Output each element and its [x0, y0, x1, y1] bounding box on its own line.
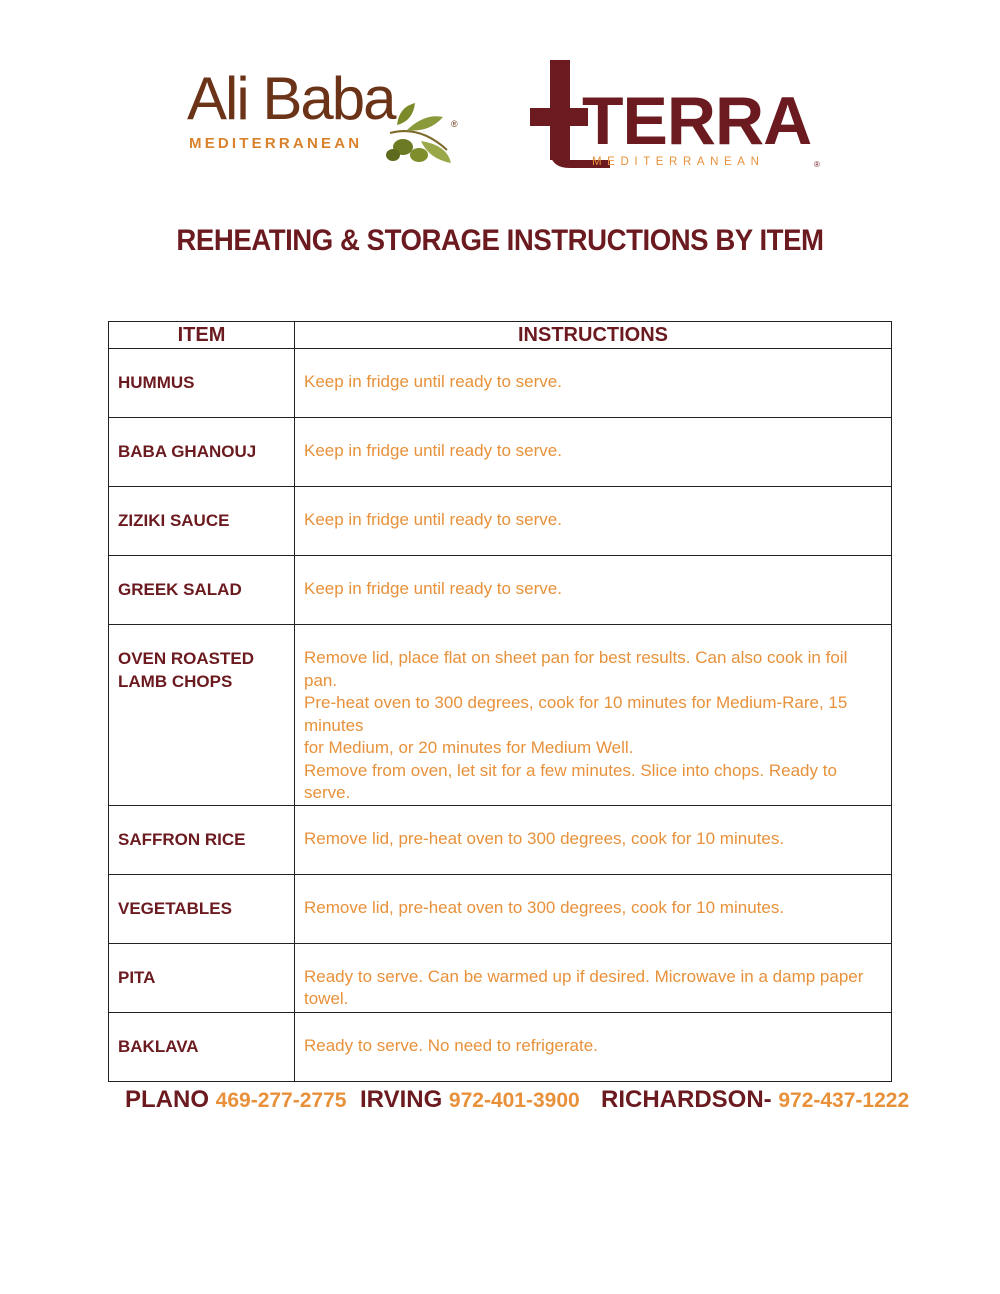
- table-row: [109, 418, 892, 487]
- location-city: RICHARDSON-: [601, 1086, 772, 1113]
- item-name: PITA: [109, 943, 295, 1012]
- instruction-line: Pre-heat oven to 300 degrees, cook for 10 minutes for Medium-Rare, 15 minutes: [304, 693, 848, 735]
- table-header-row: [109, 322, 892, 349]
- terra-wordmark: TERRA: [582, 83, 812, 159]
- item-instructions: Keep in fridge until ready to serve.: [295, 349, 892, 418]
- location-phone: 972-401-3900: [448, 1089, 580, 1112]
- ali-baba-wordmark: Ali Baba: [187, 65, 395, 132]
- terra-registered-mark: ®: [814, 160, 820, 169]
- item-instructions: [295, 625, 892, 806]
- location-irving: [360, 1086, 580, 1114]
- item-instructions: Ready to serve. No need to refrigerate.: [295, 1012, 892, 1081]
- logo-row: [0, 55, 1000, 185]
- item-instructions: Remove lid, pre-heat oven to 300 degrees, cook for 10 minutes.: [295, 805, 892, 874]
- item-name: [109, 625, 295, 806]
- table-row: [109, 556, 892, 625]
- location-city: IRVING: [360, 1086, 443, 1113]
- item-name: HUMMUS: [109, 349, 295, 418]
- table-row: [109, 625, 892, 806]
- terra-logo: [530, 60, 825, 180]
- item-instructions: Keep in fridge until ready to serve.: [295, 418, 892, 487]
- table-row: [109, 1012, 892, 1081]
- item-name: SAFFRON RICE: [109, 805, 295, 874]
- column-header-instructions: INSTRUCTIONS: [295, 322, 892, 349]
- ali-baba-registered-mark: ®: [451, 119, 458, 129]
- item-name: ZIZIKI SAUCE: [109, 487, 295, 556]
- item-name: VEGETABLES: [109, 874, 295, 943]
- item-name-line: LAMB CHOPS: [118, 672, 233, 691]
- item-name: BABA GHANOUJ: [109, 418, 295, 487]
- item-instructions: Ready to serve. Can be warmed up if desired. Microwave in a damp paper towel.: [295, 943, 892, 1012]
- instruction-line: for Medium, or 20 minutes for Medium Well.: [304, 738, 634, 757]
- table-row: [109, 349, 892, 418]
- instruction-line: Remove lid, place flat on sheet pan for best results. Can also cook in foil pan.: [304, 648, 848, 690]
- terra-tagline: MEDITERRANEAN: [592, 156, 765, 168]
- page-title: REHEATING & STORAGE INSTRUCTIONS BY ITEM: [176, 224, 824, 257]
- item-name-line: OVEN ROASTED: [118, 649, 255, 668]
- table-row: [109, 943, 892, 1012]
- item-name: BAKLAVA: [109, 1012, 295, 1081]
- location-phone: 972-437-1222: [778, 1089, 910, 1112]
- table-row: [109, 874, 892, 943]
- column-header-item: ITEM: [109, 322, 295, 349]
- item-instructions: Keep in fridge until ready to serve.: [295, 556, 892, 625]
- ali-baba-tagline: MEDITERRANEAN: [189, 135, 363, 152]
- location-city: PLANO: [125, 1086, 209, 1113]
- table-row: [109, 487, 892, 556]
- location-richardson: [601, 1086, 909, 1114]
- instruction-line: Remove from oven, let sit for a few minutes. Slice into chops. Ready to serve.: [304, 760, 837, 802]
- item-instructions: Keep in fridge until ready to serve.: [295, 487, 892, 556]
- footer-locations: [0, 1086, 1000, 1120]
- item-name: GREEK SALAD: [109, 556, 295, 625]
- ali-baba-logo: [185, 55, 470, 170]
- location-phone: 469-277-2775: [215, 1089, 347, 1112]
- table-row: [109, 805, 892, 874]
- instructions-table: [108, 321, 892, 1082]
- location-plano: [125, 1086, 346, 1114]
- item-instructions: Remove lid, pre-heat oven to 300 degrees, cook for 10 minutes.: [295, 874, 892, 943]
- olive-branch-icon: [386, 103, 451, 163]
